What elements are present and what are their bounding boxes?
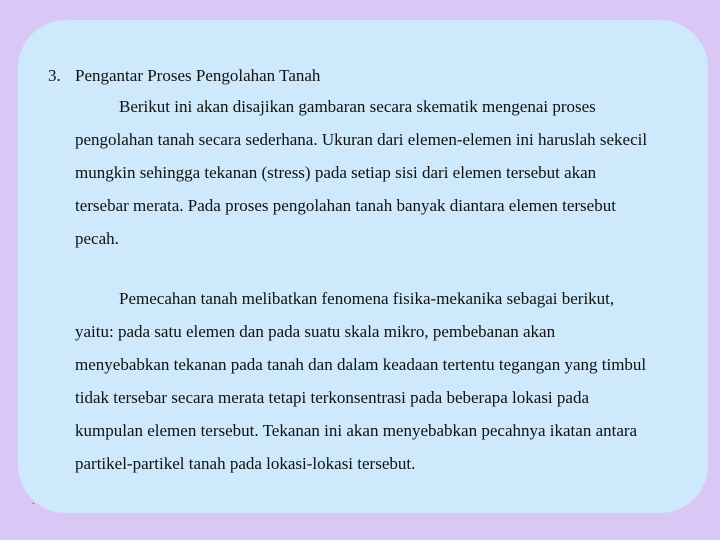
paragraph-line: mungkin sehingga tekanan (stress) pada setiap sisi dari elemen tersebut akan <box>75 163 597 182</box>
section-number: 3. <box>48 66 61 85</box>
paragraph-line: pecah. <box>75 229 119 248</box>
paragraph-line: pengolahan tanah secara sederhana. Ukuran dari elemen-elemen ini haruslah sekecil <box>75 130 648 149</box>
paragraph-line: tidak tersebar secara merata tetapi terkonsentrasi pada beberapa lokasi pada <box>75 388 589 407</box>
content-panel <box>18 20 708 513</box>
stray-mark: . <box>32 496 35 507</box>
paragraph-line: tersebar merata. Pada proses pengolahan tanah banyak diantara elemen tersebut <box>75 196 616 215</box>
paragraph-line: Pemecahan tanah melibatkan fenomena fisika-mekanika sebagai berikut, <box>119 289 615 308</box>
paragraph-1 <box>75 90 695 255</box>
paragraph-line: Berikut ini akan disajikan gambaran secara skematik mengenai proses <box>119 97 596 116</box>
paragraph-line: partikel-partikel tanah pada lokasi-lokasi tersebut. <box>75 454 416 473</box>
section-heading <box>48 66 320 86</box>
paragraph-line: kumpulan elemen tersebut. Tekanan ini akan menyebabkan pecahnya ikatan antara <box>75 421 638 440</box>
section-title: Pengantar Proses Pengolahan Tanah <box>75 66 321 85</box>
paragraph-2 <box>75 282 695 480</box>
paragraph-line: yaitu: pada satu elemen dan pada suatu skala mikro, pembebanan akan <box>75 322 556 341</box>
paragraph-line: menyebabkan tekanan pada tanah dan dalam keadaan tertentu tegangan yang timbul <box>75 355 647 374</box>
